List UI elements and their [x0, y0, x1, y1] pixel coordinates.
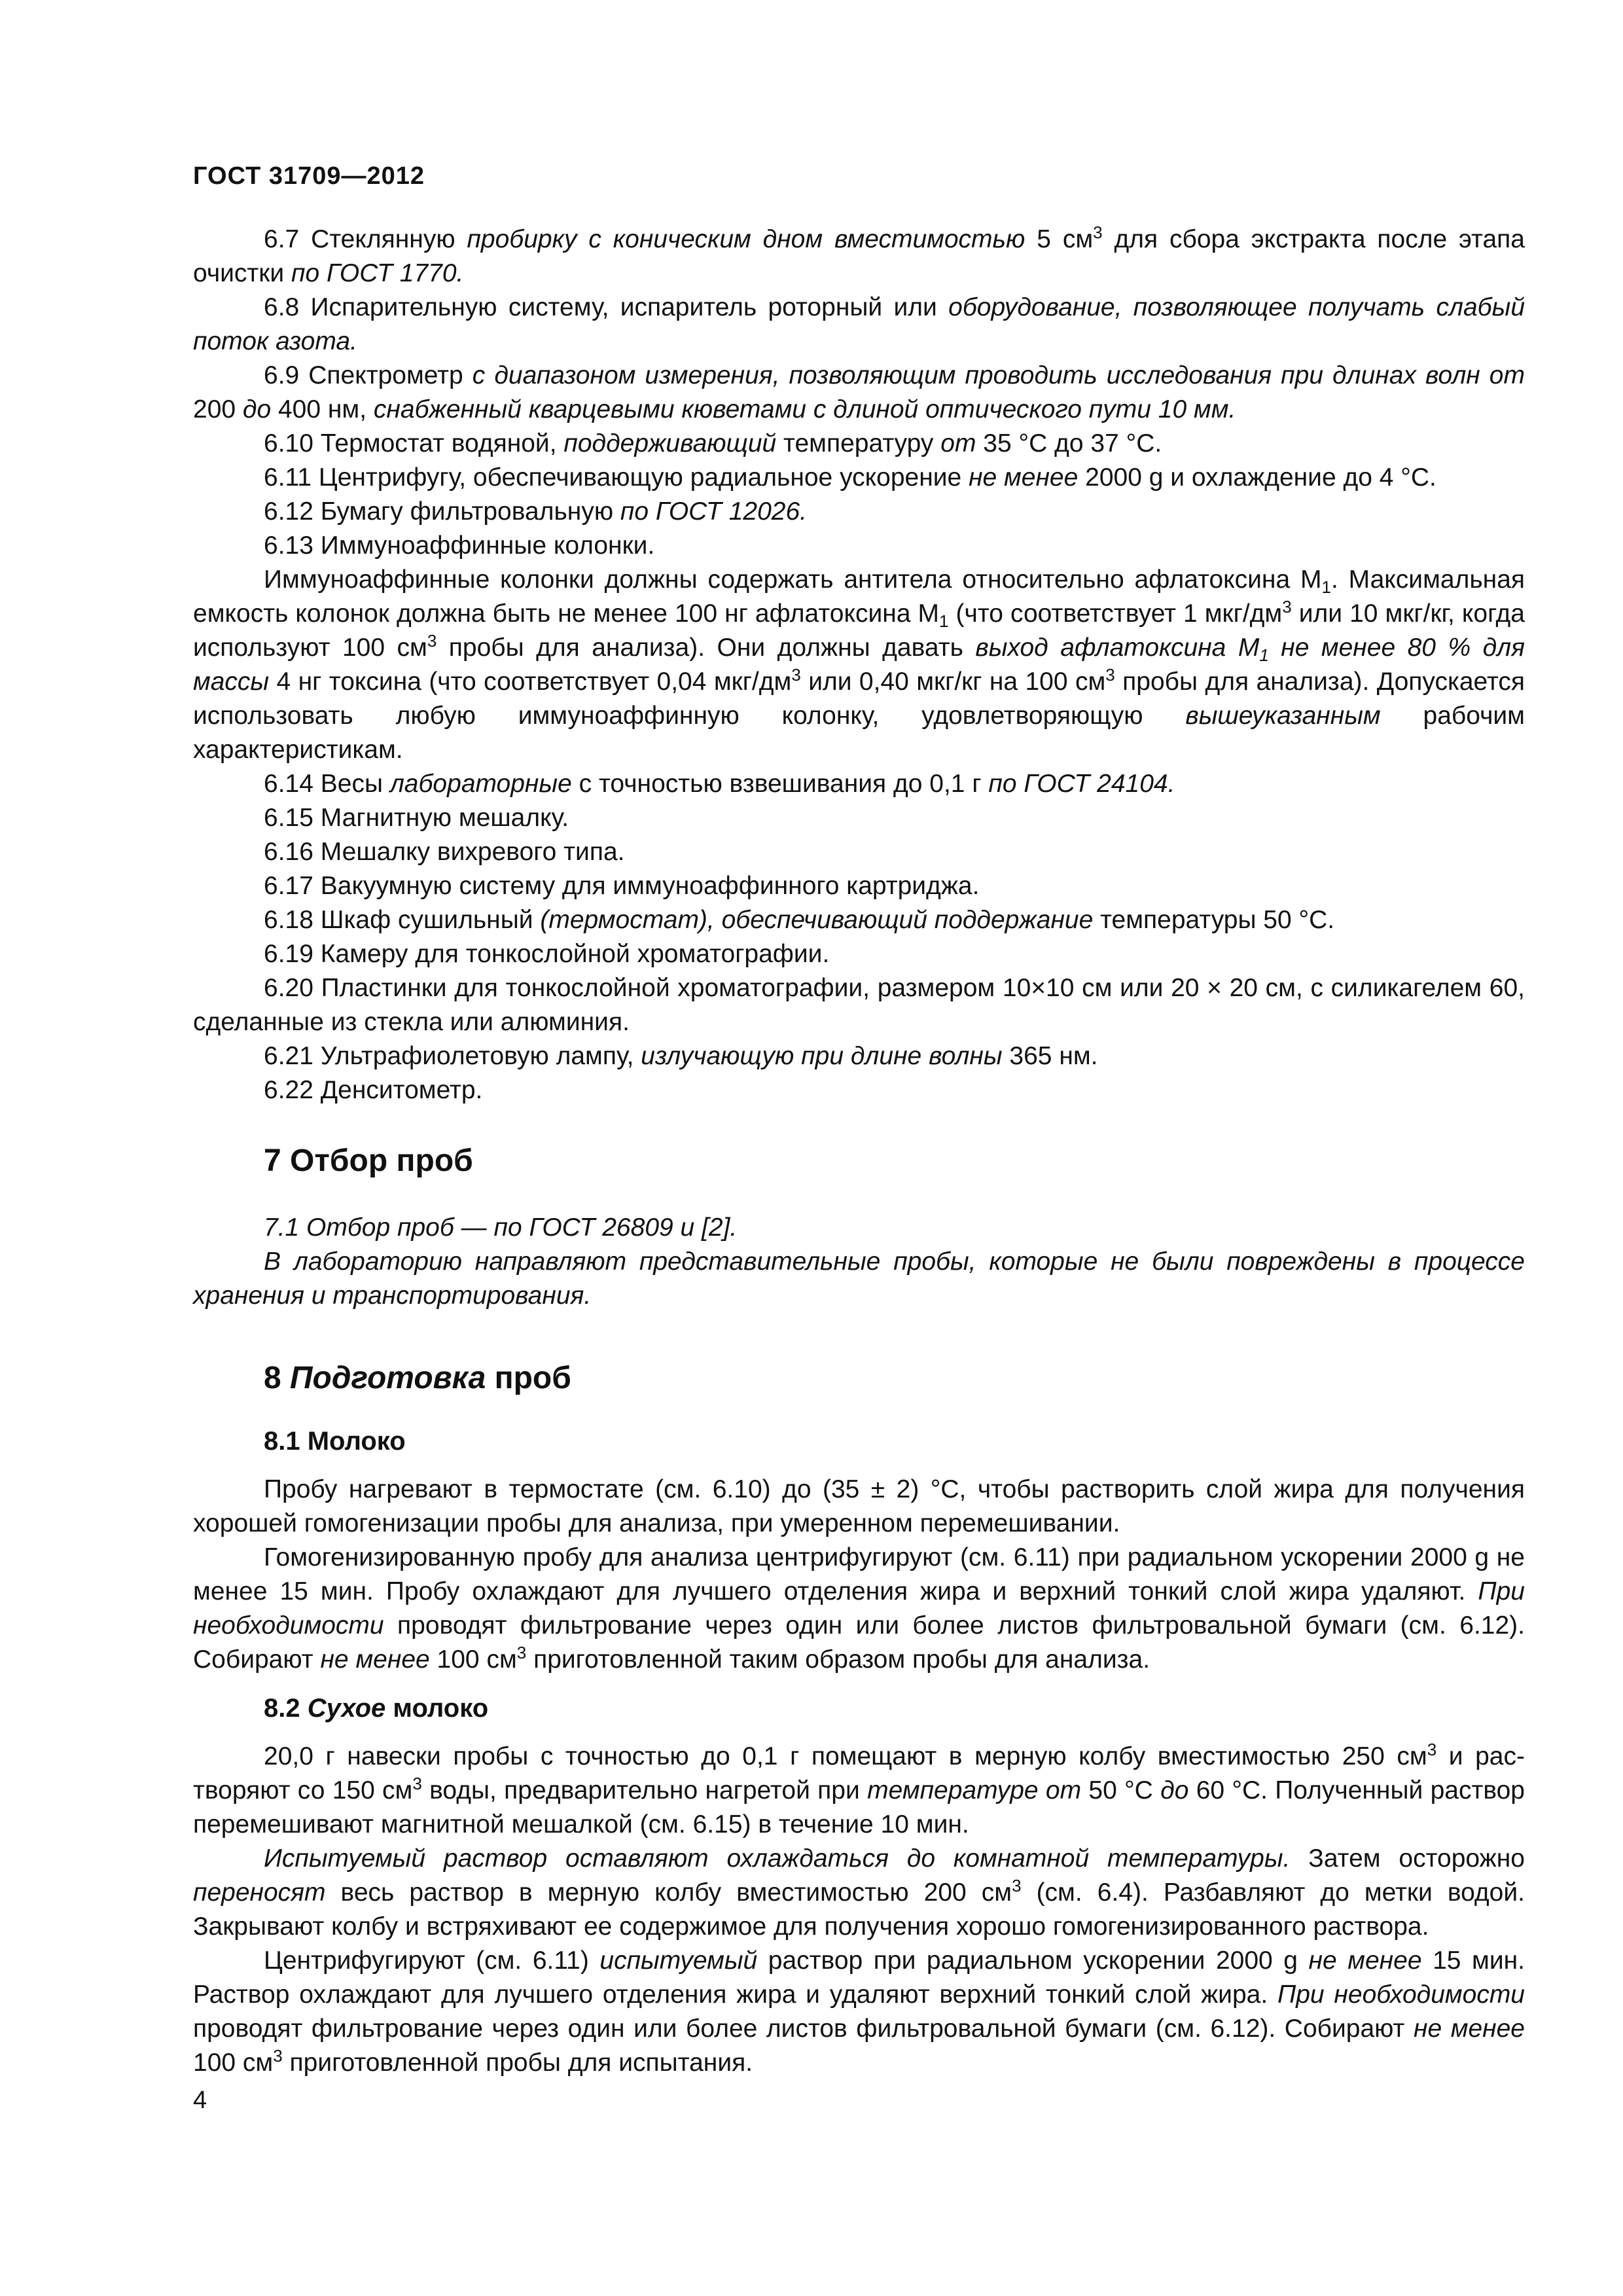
paragraph-8-1-b: Гомогенизированную пробу для анализа центрифугируют (см. 6.11) при радиальном ускорении 2000 g не менее 15 мин. Пробу охлаждают для лучшего отделения жира и верхний тонкий слой жира удаляют. При необходимости проводят фильтрование через один или более листов фильтровальной бумаги (см. 6.12). Собирают не менее 100 $см^3$ приготовленной таким образом пробы для анализа.: [193, 1543, 1525, 1674]
paragraph-6-21: 6.21 Ультрафиолетовую лампу, излучающую при длине волны 365 нм.: [264, 1042, 1098, 1070]
subsection-8-1-heading: 8.1 Молоко: [264, 1427, 406, 1456]
paragraph-8-1-a: Пробу нагревают в термостате (см. 6.10) до (35 ± 2) °С, чтобы растворить слой жира для получения хорошей гомогенизации пробы для анализа, при умеренном перемешивании.: [193, 1475, 1525, 1537]
paragraph-6-17: 6.17 Вакуумную систему для иммуноаффинного картриджа.: [264, 872, 980, 900]
paragraph-6-18: 6.18 Шкаф сушильный (термостат), обеспечивающий поддержание температуры 50 °С.: [264, 906, 1335, 934]
paragraph-6-8: 6.8 Испарительную систему, испаритель роторный или оборудование, позволяющее получать слабый поток азота.: [193, 293, 1525, 355]
paragraph-8-2-b: Испытуемый раствор оставляют охлаждаться до комнатной температуры. Затем осторожно переносят весь раствор в мерную колбу вместимостью 200 $см^3$ (см. 6.4). Разбавляют до метки водой. Закрывают колбу и встряхивают ее содержимое для получения хорошо гомогенизированного раствора.: [193, 1844, 1525, 1941]
document-header: ГОСТ 31709—2012: [193, 162, 425, 190]
paragraph-6-13-description: Иммуноаффинные колонки должны содержать антитела относительно афлатоксина $М_1$. Максимальная емкость колонок должна быть не менее 100 нг афлатоксина $М_1$ (что соответствует 1 мкг/$дм^3$ или 10 мкг/кг, когда используют 100 $см^3$ пробы для анализа). Они должны давать выход афлатоксина $М_1$ не менее 80 % для массы 4 нг токсина (что соответствует 0,04 мкг/$дм^3$ или 0,40 мкг/кг на 100 $см^3$ пробы для анализа). Допускается использовать любую иммуноаффинную колонку, удовлетворяющую вышеуказанным рабочим характеристикам.: [193, 565, 1525, 764]
paragraph-7-1-description: В лабораторию направляют представительные пробы, которые не были повреждены в процессе хранения и транспортирования.: [193, 1247, 1525, 1310]
paragraph-8-2-a: 20,0 г навески пробы с точностью до 0,1 г помещают в мерную колбу вместимостью 250 $см^3$ и растворяют со 150 $см^3$ воды, предварительно нагретой при температуре от 50 °С до 60 °С. Полученный раствор перемешивают магнитной мешалкой (см. 6.15) в течение 10 мин.: [193, 1740, 1525, 1839]
paragraph-6-12: 6.12 Бумагу фильтровальную по ГОСТ 12026.: [264, 497, 807, 526]
paragraph-7-1: 7.1 Отбор проб — по ГОСТ 26809 и [2].: [264, 1213, 738, 1242]
subsection-8-2-heading: 8.2 Сухое молоко: [264, 1694, 489, 1723]
paragraph-6-20: 6.20 Пластинки для тонкослойной хроматографии, размером 10×10 см или 20 × 20 см, с силикагелем 60, сделанные из стекла или алюминия.: [193, 974, 1525, 1036]
page-number: 4: [193, 2087, 207, 2114]
paragraph-6-13: 6.13 Иммуноаффинные колонки.: [264, 531, 655, 560]
section-7-heading: 7 Отбор проб: [264, 1143, 473, 1178]
paragraph-6-11: 6.11 Центрифугу, обеспечивающую радиальное ускорение не менее 2000 g и охлаждение до 4 °С.: [264, 463, 1436, 492]
paragraph-6-15: 6.15 Магнитную мешалку.: [264, 804, 569, 832]
paragraph-6-19: 6.19 Камеру для тонкослойной хроматографии.: [264, 940, 830, 968]
paragraph-6-10: 6.10 Термостат водяной, поддерживающий температуру от 35 °С до 37 °С.: [264, 429, 1162, 457]
section-8-heading: 8 Подготовка проб: [264, 1361, 571, 1395]
paragraph-6-22: 6.22 Денситометр.: [264, 1076, 483, 1104]
paragraph-8-2-c: Центрифугируют (см. 6.11) испытуемый раствор при радиальном ускорении 2000 g не менее 15 мин. Раствор охлаждают для лучшего отделения жира и удаляют верхний тонкий слой жира. При необходимости проводят фильтрование через один или более листов фильтровальной бумаги (см. 6.12). Собирают не менее 100 $см^3$ приготовленной пробы для испытания.: [193, 1946, 1525, 2077]
paragraph-6-16: 6.16 Мешалку вихревого типа.: [264, 838, 625, 866]
paragraph-6-14: 6.14 Весы лабораторные с точностью взвешивания до 0,1 г по ГОСТ 24104.: [264, 770, 1175, 798]
paragraph-6-7: 6.7 Стеклянную пробирку с коническим дном вместимостью 5 $см^3$ для сбора экстракта после этапа очистки по ГОСТ 1770.: [193, 223, 1525, 287]
document-body: [193, 223, 1525, 2080]
paragraph-6-9: 6.9 Спектрометр с диапазоном измерения, позволяющим проводить исследования при длинах волн от 200 до 400 нм, снабженный кварцевыми кюветами с длиной оптического пути 10 мм.: [193, 361, 1525, 423]
